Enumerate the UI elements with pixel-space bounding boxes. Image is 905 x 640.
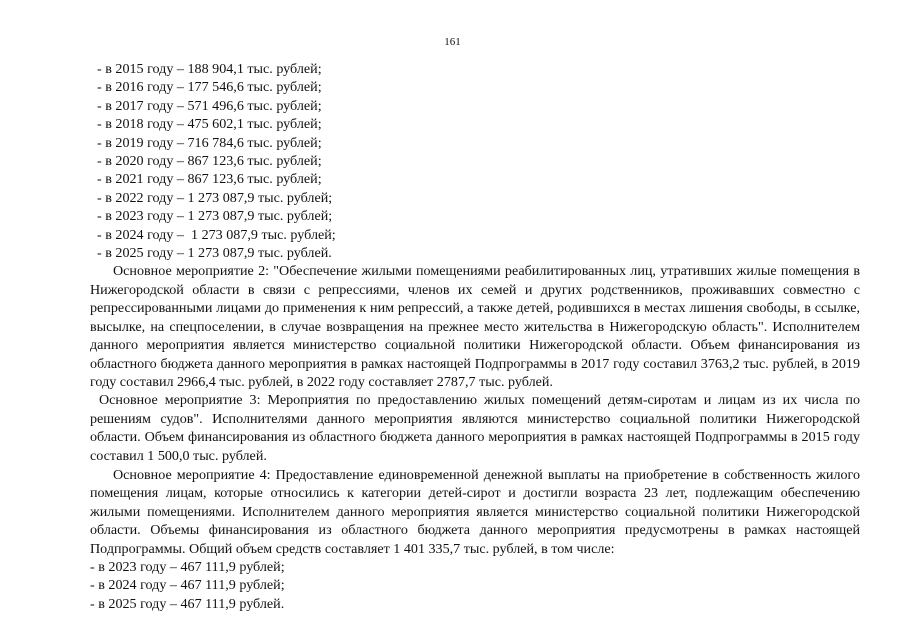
page-number: 161 bbox=[444, 36, 461, 48]
funding-list-2015-2025 bbox=[90, 60, 860, 262]
list-item: - в 2024 году – 467 111,9 рублей; bbox=[90, 577, 285, 594]
list-item: - в 2024 году – 1 273 087,9 тыс. рублей; bbox=[97, 226, 336, 243]
list-item: - в 2021 году – 867 123,6 тыс. рублей; bbox=[97, 171, 322, 188]
list-item: - в 2019 году – 716 784,6 тыс. рублей; bbox=[97, 134, 322, 151]
list-item: - в 2016 году – 177 546,6 тыс. рублей; bbox=[97, 79, 322, 96]
paragraph-main-activity-3: Основное мероприятие 3: Мероприятия по предоставлению жилых помещений детям-сиротам и лицам из их числа по решениям судов". Исполнителями данного мероприятия являются министерство социальной политики Нижегородской области. Объем финансирования из областного бюджета данного мероприятия в рамках настоящей Подпрограммы в 2015 году составил 1 500,0 тыс. рублей. bbox=[90, 392, 860, 464]
list-item: - в 2025 году – 467 111,9 рублей. bbox=[90, 595, 285, 612]
list-item: - в 2023 году – 1 273 087,9 тыс. рублей; bbox=[97, 208, 333, 225]
paragraph-main-activity-4: Основное мероприятие 4: Предоставление единовременной денежной выплаты на приобретение в собственность жилого помещения лицам, которые относились к категории детей-сирот и достигли возраста 23 лет, подлежащим обеспечению жилыми помещениями. Исполнителем данного мероприятия является министерство социальной политики Нижегородской области. Объемы финансирования из областного бюджета данного мероприятия предусмотрены в рамках настоящей Подпрограммы. Общий объем средств составляет 1 401 335,7 тыс. рублей, в том числе: bbox=[90, 466, 860, 557]
list-item: - в 2018 году – 475 602,1 тыс. рублей; bbox=[97, 116, 322, 133]
list-item: - в 2017 году – 571 496,6 тыс. рублей; bbox=[97, 97, 322, 114]
list-item: - в 2023 году – 467 111,9 рублей; bbox=[90, 558, 285, 575]
list-item: - в 2020 году – 867 123,6 тыс. рублей; bbox=[97, 153, 322, 170]
list-item: - в 2022 году – 1 273 087,9 тыс. рублей; bbox=[97, 189, 333, 206]
paragraph-main-activity-2: Основное мероприятие 2: "Обеспечение жилыми помещениями реабилитированных лиц, утративших жилые помещения в Нижегородской области в связи с репрессиями, членов их семей и других родственников, проживавших совместно с репрессированными лицами до применения к ним репрессий, а также детей, родившихся в местах лишения свободы, в ссылке, высылке, на спецпоселении, в случае возвращения на прежнее место жительства в Нижегородскую область". Исполнителем данного мероприятия является министерство социальной политики Нижегородской области. Объем финансирования из областного бюджета данного мероприятия в рамках настоящей Подпрограммы в 2017 году составил 3763,2 тыс. рублей, в 2019 году составил 2966,4 тыс. рублей, в 2022 году составляет 2787,7 тыс. рублей. bbox=[90, 263, 860, 390]
funding-list-2023-2025 bbox=[90, 558, 860, 613]
document-body bbox=[90, 60, 860, 613]
list-item: - в 2025 году – 1 273 087,9 тыс. рублей. bbox=[97, 245, 332, 262]
list-item: - в 2015 году – 188 904,1 тыс. рублей; bbox=[97, 61, 322, 77]
